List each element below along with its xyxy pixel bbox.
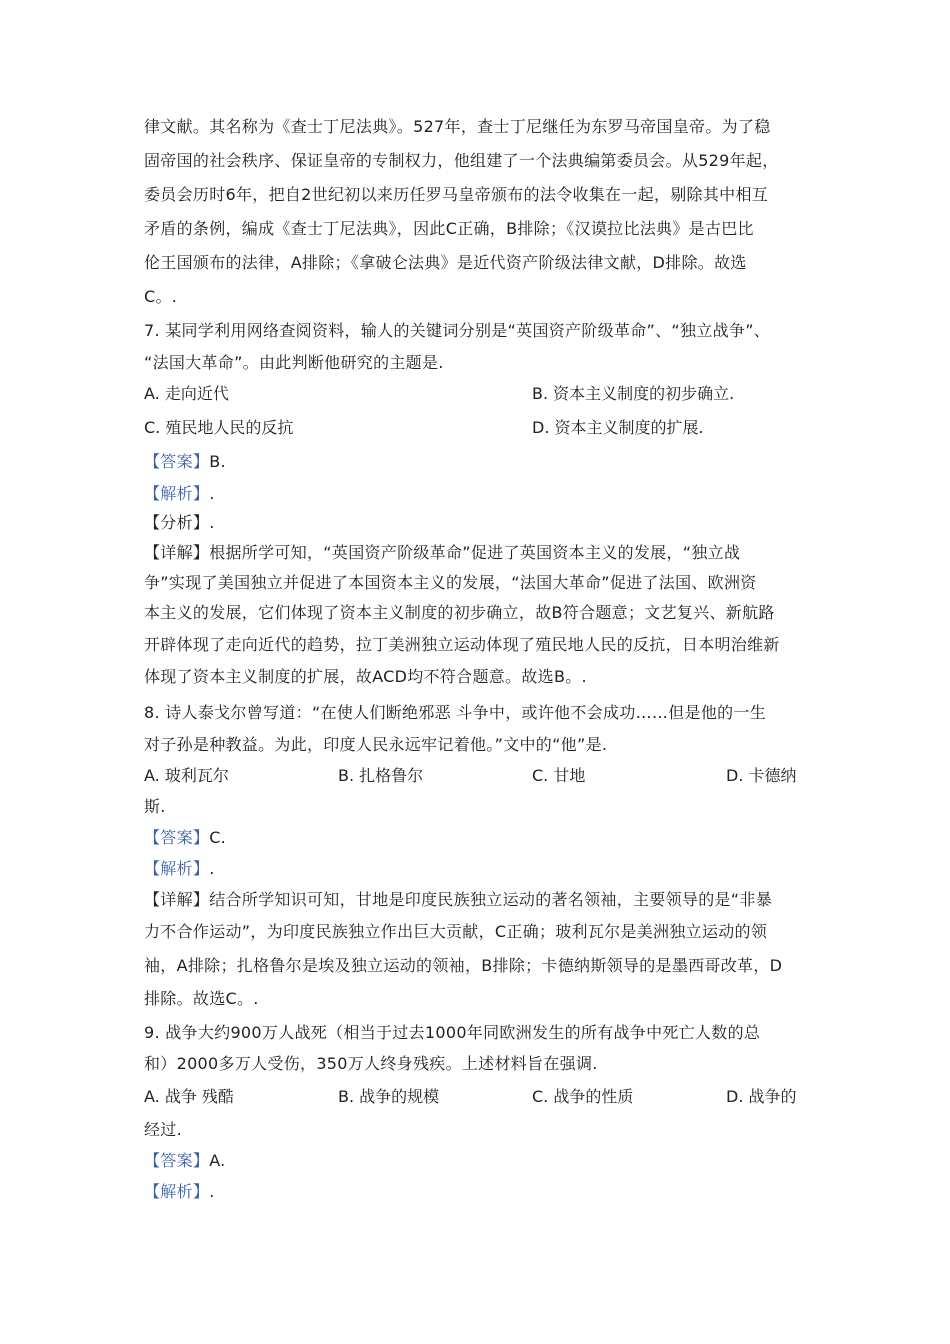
q8-detail-3: 袖，A排除；扎格鲁尔是埃及独立运动的领袖，B排除；卡德纳斯领导的是墨西哥改革，D xyxy=(144,956,783,975)
q7-stem-1: 7. 某同学利用网络查阅资料，输人的关键词分别是“英国资产阶级革命”、“独立战争”、 xyxy=(144,321,771,340)
q8-stem-1: 8. 诗人泰戈尔曾写道：“在使人们断绝邪恶 斗争中，或许他不会成功……但是他的一生 xyxy=(144,703,767,722)
q6-line-4: 矛盾的条例，编成《查士丁尼法典》，因此C正确，B排除；《汉谟拉比法典》是古巴比 xyxy=(144,219,754,238)
answer-tag: 【答案】 xyxy=(144,1151,210,1170)
q8-detail-1 xyxy=(144,890,772,910)
q8-analysis xyxy=(144,859,215,879)
q7-detail-3: 本主义的发展，它们体现了资本主义制度的初步确立，故B符合题意；文艺复兴、新航路 xyxy=(144,603,775,622)
q9-stem-1: 9. 战争大约900万人战死（相当于过去1000年同欧洲发生的所有战争中死亡人数的总 xyxy=(144,1023,761,1042)
q9-option-b: B. 战争的规模 xyxy=(338,1087,440,1106)
q8-detail-2: 力不合作运动”，为印度民族独立作出巨大贡献，C正确；玻利瓦尔是美洲独立运动的领 xyxy=(144,922,768,941)
q6-line-3: 委员会历时6年，把自2世纪初以来历任罗马皇帝颁布的法令收集在一起，剔除其中相互 xyxy=(144,185,769,204)
q8-option-d-cont: 斯. xyxy=(144,797,166,816)
q7-answer xyxy=(144,452,226,472)
analysis-value: . xyxy=(209,484,215,503)
analysis-tag: 【解析】 xyxy=(144,859,210,878)
q7-detail-5: 体现了资本主义制度的扩展，故ACD均不符合题意。故选B。. xyxy=(144,667,587,686)
q7-option-d: D. 资本主义制度的扩展. xyxy=(532,418,704,437)
q8-option-c: C. 甘地 xyxy=(532,766,586,785)
detail-text: 根据所学可知，“英国资产阶级革命”促进了英国资本主义的发展，“独立战 xyxy=(209,543,741,562)
analysis-value: . xyxy=(209,1182,215,1201)
q8-option-b: B. 扎格鲁尔 xyxy=(338,766,424,785)
q6-line-2: 固帝国的社会秩序、保证皇帝的专制权力，他组建了一个法典编第委员会。从529年起， xyxy=(144,151,779,170)
q7-option-c: C. 殖民地人民的反抗 xyxy=(144,418,294,437)
q8-option-d: D. 卡德纳 xyxy=(726,766,797,785)
answer-value: C. xyxy=(209,828,227,847)
q8-option-a: A. 玻利瓦尔 xyxy=(144,766,229,785)
analysis-value: . xyxy=(209,859,215,878)
q9-option-c: C. 战争的性质 xyxy=(532,1087,634,1106)
q6-line-5: 伦王国颁布的法律，A排除；《拿破仑法典》是近代资产阶级法律文献，D排除。故选 xyxy=(144,253,747,272)
answer-value: B. xyxy=(209,452,226,471)
q8-stem-2: 对子孙是种教益。为此，印度人民永远牢记着他。”文中的“他”是. xyxy=(144,735,608,754)
answer-tag: 【答案】 xyxy=(144,452,210,471)
detail-tag: 【详解】 xyxy=(144,890,210,909)
analysis-tag: 【解析】 xyxy=(144,484,210,503)
q7-option-a: A. 走向近代 xyxy=(144,384,229,403)
q7-detail-2: 争”实现了美国独立并促进了本国资本主义的发展，“法国大革命”促进了法国、欧洲资 xyxy=(144,573,757,592)
q9-analysis xyxy=(144,1182,215,1202)
q7-analysis xyxy=(144,484,215,504)
q9-option-d-cont: 经过. xyxy=(144,1120,182,1139)
q9-answer xyxy=(144,1151,226,1171)
q6-line-1: 律文献。其名称为《查士丁尼法典》。527年，查士丁尼继任为东罗马帝国皇帝。为了稳 xyxy=(144,117,771,136)
q9-stem-2: 和）2000多万人受伤，350万人终身残疾。上述材料旨在强调. xyxy=(144,1054,598,1073)
q7-stem-2: “法国大革命”。由此判断他研究的主题是. xyxy=(144,353,444,372)
q7-option-b: B. 资本主义制度的初步确立. xyxy=(532,384,735,403)
q9-option-a: A. 战争 残酷 xyxy=(144,1087,234,1106)
detail-text: 结合所学知识可知，甘地是印度民族独立运动的著名领袖，主要领导的是“非暴 xyxy=(209,890,772,909)
q6-line-6: C。. xyxy=(144,287,178,306)
q7-detail-1 xyxy=(144,543,740,563)
q8-answer xyxy=(144,828,226,848)
fenxi-value: . xyxy=(209,513,215,532)
fenxi-tag: 【分析】 xyxy=(144,513,210,532)
answer-tag: 【答案】 xyxy=(144,828,210,847)
answer-value: A. xyxy=(209,1151,226,1170)
q7-fenxi xyxy=(144,513,215,533)
q9-option-d: D. 战争的 xyxy=(726,1087,797,1106)
q7-detail-4: 开辟体现了走向近代的趋势，拉丁美洲独立运动体现了殖民地人民的反抗，日本明治维新 xyxy=(144,635,780,654)
analysis-tag: 【解析】 xyxy=(144,1182,210,1201)
detail-tag: 【详解】 xyxy=(144,543,210,562)
q8-detail-4: 排除。故选C。. xyxy=(144,989,259,1008)
